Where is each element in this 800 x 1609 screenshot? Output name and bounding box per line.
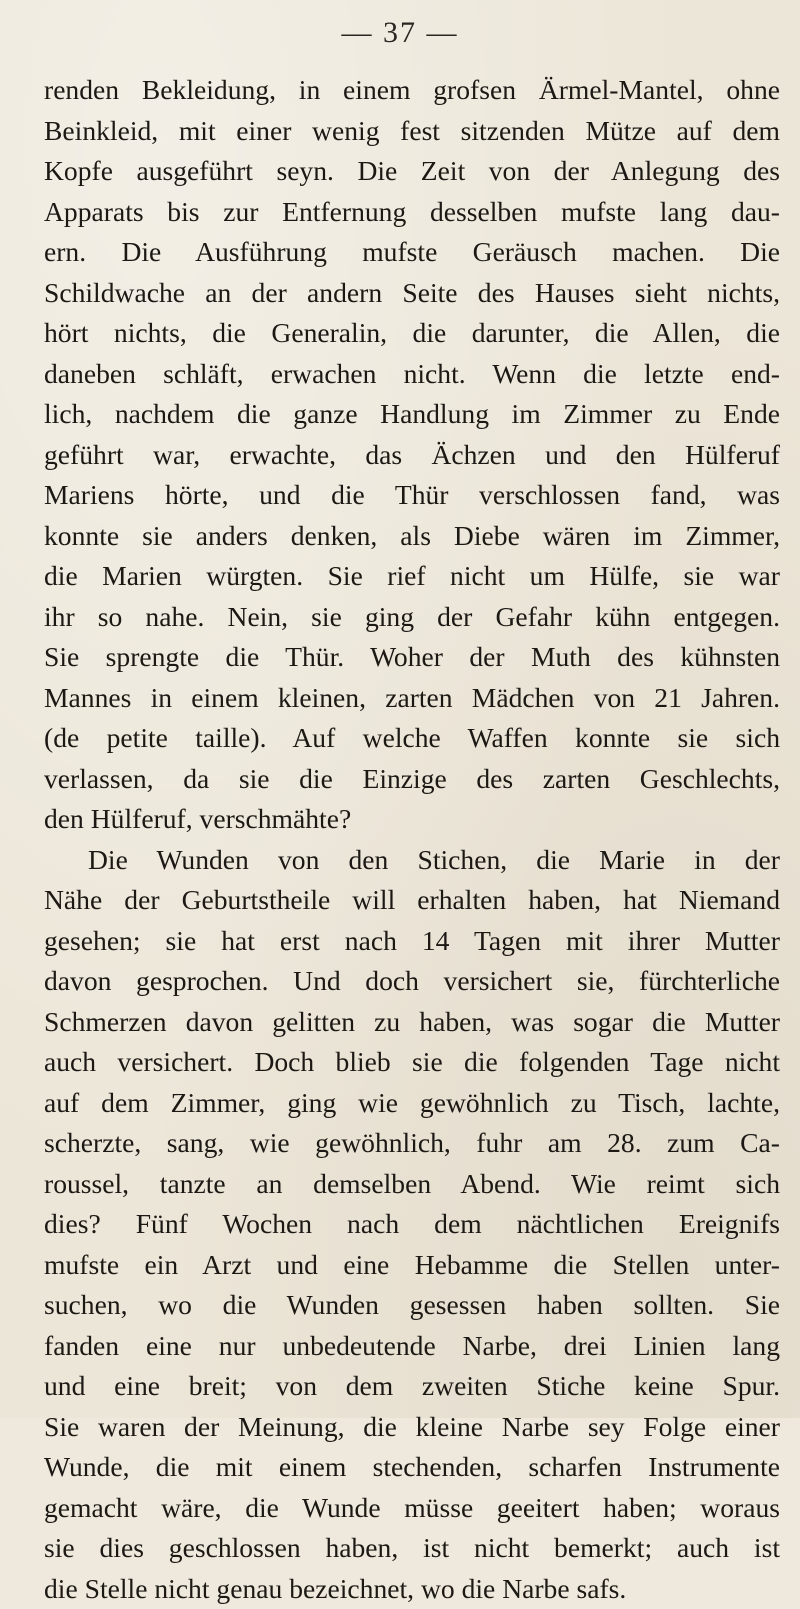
text-line: gesehen; sie hat erst nach 14 Tagen mit ihrer Mutter (44, 921, 780, 962)
text-line: mufste ein Arzt und eine Hebamme die Stellen unter- (44, 1245, 780, 1286)
text-line: auf dem Zimmer, ging wie gewöhnlich zu Tisch, lachte, (44, 1083, 780, 1124)
text-line: geführt war, erwachte, das Ächzen und den Hülferuf (44, 435, 780, 476)
text-line: fanden eine nur unbedeutende Narbe, drei Linien lang (44, 1326, 780, 1367)
text-line: dies? Fünf Wochen nach dem nächtlichen Ereignifs (44, 1204, 780, 1245)
text-line: ihr so nahe. Nein, sie ging der Gefahr kühn entgegen. (44, 597, 780, 638)
text-line: (de petite taille). Auf welche Waffen konnte sie sich (44, 718, 780, 759)
text-line: Kopfe ausgeführt seyn. Die Zeit von der Anlegung des (44, 151, 780, 192)
body-text (44, 70, 780, 1609)
text-line: Beinkleid, mit einer wenig fest sitzenden Mütze auf dem (44, 111, 780, 152)
text-line: Apparats bis zur Entfernung desselben mufste lang dau- (44, 192, 780, 233)
text-line: roussel, tanzte an demselben Abend. Wie reimt sich (44, 1164, 780, 1205)
text-line: konnte sie anders denken, als Diebe wären im Zimmer, (44, 516, 780, 557)
text-line: scherzte, sang, wie gewöhnlich, fuhr am 28. zum Ca- (44, 1123, 780, 1164)
text-line: Schildwache an der andern Seite des Hauses sieht nichts, (44, 273, 780, 314)
text-line: auch versichert. Doch blieb sie die folgenden Tage nicht (44, 1042, 780, 1083)
text-line: und eine breit; von dem zweiten Stiche keine Spur. (44, 1366, 780, 1407)
text-line: renden Bekleidung, in einem grofsen Ärmel-Mantel, ohne (44, 70, 780, 111)
text-line: Mannes in einem kleinen, zarten Mädchen von 21 Jahren. (44, 678, 780, 719)
text-line: Wunde, die mit einem stechenden, scharfen Instrumente (44, 1447, 780, 1488)
text-line: gemacht wäre, die Wunde müsse geeitert haben; woraus (44, 1488, 780, 1529)
text-line: Die Wunden von den Stichen, die Marie in der (44, 840, 780, 881)
text-line: hört nichts, die Generalin, die darunter, die Allen, die (44, 313, 780, 354)
text-line: sie dies geschlossen haben, ist nicht bemerkt; auch ist (44, 1528, 780, 1569)
text-line: den Hülferuf, verschmähte? (44, 799, 780, 840)
text-line: davon gesprochen. Und doch versichert sie, fürchterliche (44, 961, 780, 1002)
text-line: Sie waren der Meinung, die kleine Narbe sey Folge einer (44, 1407, 780, 1448)
text-line: Schmerzen davon gelitten zu haben, was sogar die Mutter (44, 1002, 780, 1043)
text-line: daneben schläft, erwachen nicht. Wenn die letzte end- (44, 354, 780, 395)
page-number: — 37 — (0, 16, 800, 50)
text-line: Nähe der Geburtstheile will erhalten haben, hat Niemand (44, 880, 780, 921)
text-line: ern. Die Ausführung mufste Geräusch machen. Die (44, 232, 780, 273)
text-line: lich, nachdem die ganze Handlung im Zimmer zu Ende (44, 394, 780, 435)
text-line: suchen, wo die Wunden gesessen haben sollten. Sie (44, 1285, 780, 1326)
text-line: die Marien würgten. Sie rief nicht um Hülfe, sie war (44, 556, 780, 597)
text-line: Sie sprengte die Thür. Woher der Muth des kühnsten (44, 637, 780, 678)
text-line: die Stelle nicht genau bezeichnet, wo die Narbe safs. (44, 1569, 780, 1609)
text-line: Mariens hörte, und die Thür verschlossen fand, was (44, 475, 780, 516)
text-line: verlassen, da sie die Einzige des zarten Geschlechts, (44, 759, 780, 800)
